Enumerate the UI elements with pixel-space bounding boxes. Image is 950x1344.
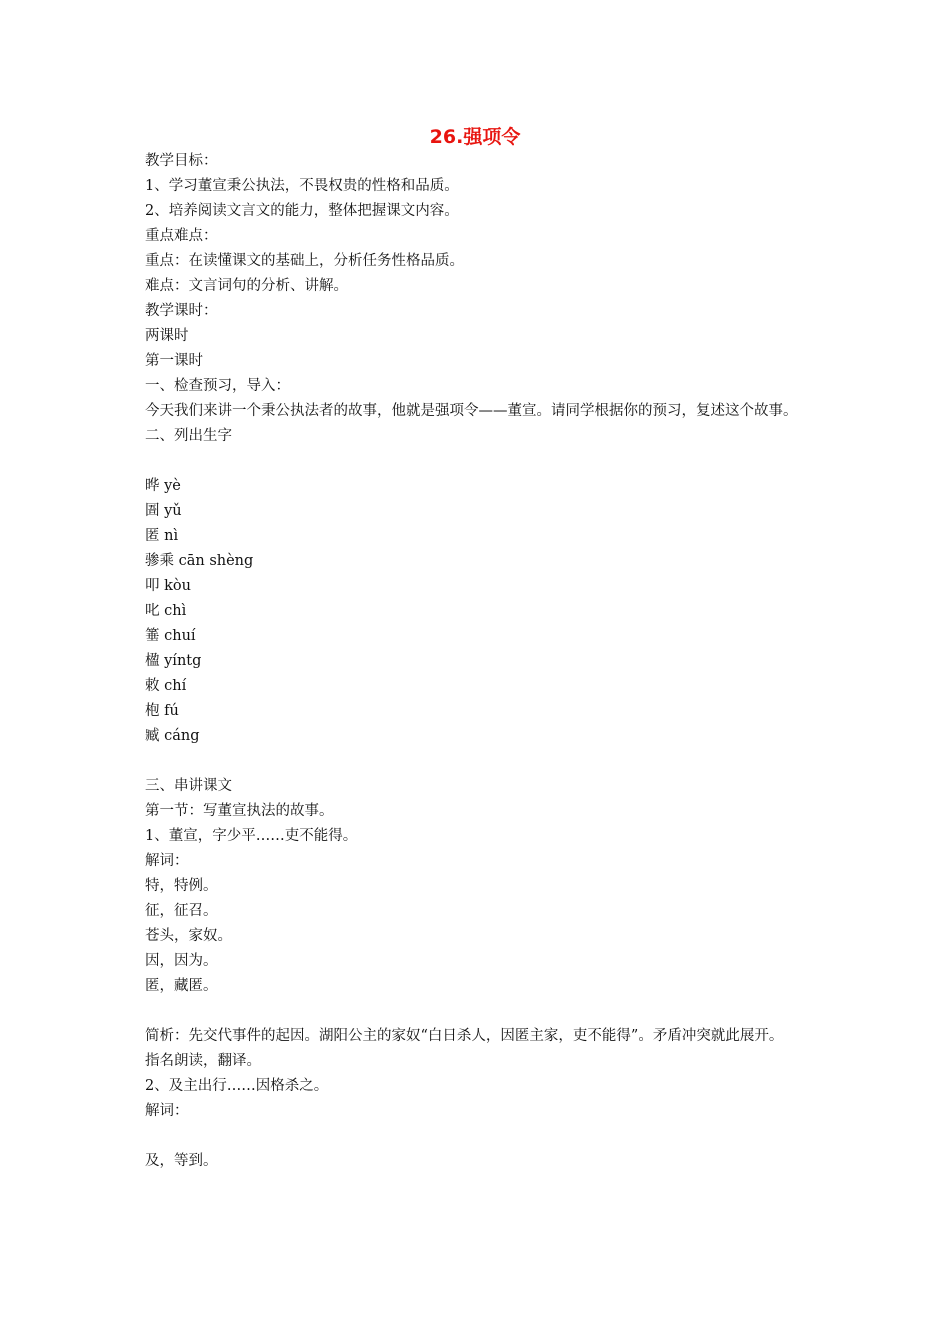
blank-line [145,1124,810,1149]
text-line: 第一节：写董宣执法的故事。 [145,803,334,819]
text-line: 指名朗读，翻译。 [145,1053,261,1069]
text-line: 二、列出生字 [145,428,232,444]
text-line: 因，因为。 [145,953,218,969]
text-line: 两课时 [145,328,189,344]
page-title: 26.强项令 [429,126,521,148]
text-line: 1、学习董宣秉公执法，不畏权贵的性格和品质。 [145,178,459,194]
text-line: 征，征召。 [145,903,218,919]
vocab-item: 叩 kòu [145,578,191,594]
text-line: 2、培养阅读文言文的能力，整体把握课文内容。 [145,203,459,219]
text-line: 第一课时 [145,353,203,369]
vocab-item: 叱 chì [145,603,187,619]
text-line: 教学课时： [145,303,218,319]
vocab-item: 骖乘 cān shèng [145,553,254,569]
document-body [145,149,810,1174]
vocab-item: 敕 chí [145,678,187,694]
text-line: 重点：在读懂课文的基础上，分析任务性格品质。 [145,253,464,269]
vocab-item: 晔 yè [145,478,181,494]
vocab-item: 楹 yíntg [145,653,202,669]
blank-line [145,449,810,474]
text-line: 三、串讲课文 [145,778,232,794]
text-line: 一、检查预习，导入： [145,378,290,394]
vocab-item: 箠 chuí [145,628,196,644]
text-line: 教学目标： [145,153,218,169]
text-line: 及，等到。 [145,1153,218,1169]
text-line: 解词： [145,1103,189,1119]
text-line: 特，特例。 [145,878,218,894]
vocab-item: 圄 yǔ [145,503,182,519]
text-line: 匿，藏匿。 [145,978,218,994]
vocab-item: 枹 fú [145,703,179,719]
text-paragraph: 简析：先交代事件的起因。湖阳公主的家奴“白日杀人，因匿主家，吏不能得”。矛盾冲突就此展开。 [145,1028,784,1044]
text-line: 2、及主出行……因格杀之。 [145,1078,329,1094]
text-line: 难点：文言词句的分析、讲解。 [145,278,348,294]
vocab-item: 匿 nì [145,528,179,544]
text-line: 重点难点： [145,228,218,244]
text-line: 解词： [145,853,189,869]
text-line: 1、董宣，字少平……吏不能得。 [145,828,358,844]
text-line: 苍头，家奴。 [145,928,232,944]
blank-line [145,749,810,774]
vocab-item: 臧 cáng [145,728,200,744]
blank-line [145,999,810,1024]
text-paragraph: 今天我们来讲一个秉公执法者的故事，他就是强项令——董宣。请同学根据你的预习，复述这个故事。 [145,403,798,419]
